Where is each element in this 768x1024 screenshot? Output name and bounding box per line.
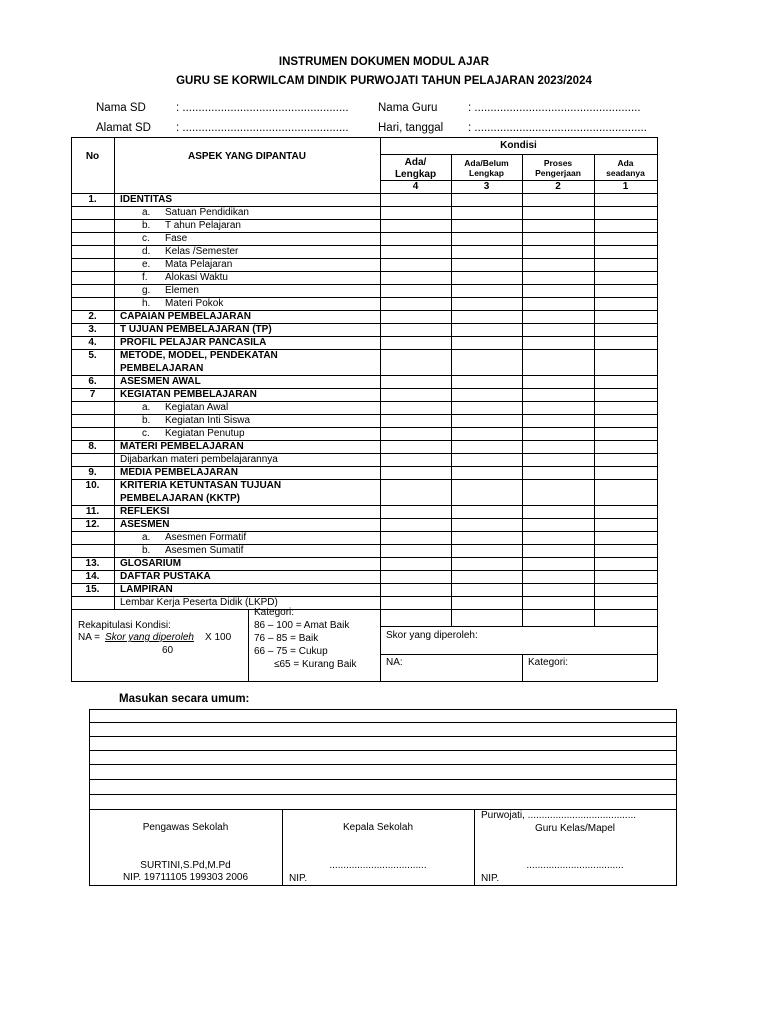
grid-line: [474, 809, 475, 886]
kondisi-checkbox-cell[interactable]: [523, 597, 594, 609]
kondisi-checkbox-cell[interactable]: [523, 259, 594, 271]
guru-title: Guru Kelas/Mapel: [534, 823, 616, 834]
kondisi-checkbox-cell[interactable]: [452, 506, 522, 518]
row-aspect-label: REFLEKSI: [120, 506, 170, 517]
kondisi-checkbox-cell[interactable]: [595, 298, 657, 310]
row-letter: c.: [142, 233, 150, 244]
kondisi-checkbox-cell[interactable]: [595, 376, 657, 388]
row-number: 9.: [88, 467, 97, 478]
na-label: NA:: [386, 657, 403, 668]
kondisi-score: 4: [412, 181, 419, 192]
kondisi-col-label: Proses: [543, 158, 573, 168]
kondisi-checkbox-cell[interactable]: [381, 519, 451, 531]
place-date[interactable]: Purwojati, .......................................: [481, 810, 637, 821]
row-aspect-label: Kegiatan Inti Siswa: [165, 415, 251, 426]
kondisi-checkbox-cell[interactable]: [381, 480, 451, 505]
row-aspect-label: DAFTAR PUSTAKA: [120, 571, 211, 582]
row-number: 6.: [88, 376, 97, 387]
kondisi-checkbox-cell[interactable]: [381, 311, 451, 323]
row-aspect-label: CAPAIAN PEMBELAJARAN: [120, 311, 251, 322]
kondisi-checkbox-cell[interactable]: [452, 519, 522, 531]
grid-line: [522, 654, 523, 682]
kondisi-checkbox-cell[interactable]: [523, 545, 594, 557]
guru-nip: NIP.: [481, 873, 500, 884]
kondisi-checkbox-cell[interactable]: [523, 454, 594, 466]
kondisi-checkbox-cell[interactable]: [595, 337, 657, 349]
kondisi-checkbox-cell[interactable]: [595, 532, 657, 544]
kondisi-checkbox-cell[interactable]: [595, 519, 657, 531]
kondisi-checkbox-cell[interactable]: [452, 350, 522, 375]
kondisi-checkbox-cell[interactable]: [452, 597, 522, 609]
kondisi-checkbox-cell[interactable]: [452, 532, 522, 544]
kondisi-checkbox-cell[interactable]: [523, 324, 594, 336]
col-kondisi-header: Kondisi: [500, 140, 537, 151]
kondisi-checkbox-cell[interactable]: [595, 207, 657, 219]
kondisi-checkbox-cell[interactable]: [595, 415, 657, 427]
row-aspect-label: MATERI PEMBELAJARAN: [120, 441, 244, 452]
kondisi-checkbox-cell[interactable]: [452, 324, 522, 336]
kondisi-checkbox-cell[interactable]: [595, 480, 657, 505]
kondisi-checkbox-cell[interactable]: [523, 584, 594, 596]
kondisi-checkbox-cell[interactable]: [523, 220, 594, 232]
grid-line: [380, 137, 381, 682]
kondisi-checkbox-cell[interactable]: [381, 467, 451, 479]
kondisi-checkbox-cell[interactable]: [523, 389, 594, 401]
kondisi-checkbox-cell[interactable]: [595, 441, 657, 453]
kondisi-checkbox-cell[interactable]: [595, 584, 657, 596]
rekap-formula: NA =: [78, 632, 100, 643]
row-aspect-label: Satuan Pendidikan: [165, 207, 249, 218]
row-aspect-label: PEMBELAJARAN: [120, 363, 204, 374]
pengawas-title: Pengawas Sekolah: [142, 822, 229, 833]
masukan-title: Masukan secara umum:: [119, 693, 250, 705]
kondisi-checkbox-cell[interactable]: [595, 259, 657, 271]
col-no-header: No: [85, 151, 100, 162]
row-aspect-label: Asesmen Formatif: [165, 532, 247, 543]
kondisi-checkbox-cell[interactable]: [452, 480, 522, 505]
kondisi-checkbox-cell[interactable]: [523, 532, 594, 544]
row-letter: d.: [142, 246, 151, 257]
kondisi-checkbox-cell[interactable]: [595, 311, 657, 323]
kondisi-checkbox-cell[interactable]: [523, 311, 594, 323]
kondisi-checkbox-cell[interactable]: [452, 467, 522, 479]
kondisi-score: 1: [622, 181, 629, 192]
row-aspect-label: KEGIATAN PEMBELAJARAN: [120, 389, 257, 400]
kondisi-checkbox-cell[interactable]: [595, 597, 657, 609]
row-letter: a.: [142, 532, 151, 543]
kondisi-checkbox-cell[interactable]: [452, 441, 522, 453]
row-aspect-label: Kegiatan Awal: [165, 402, 229, 413]
kondisi-checkbox-cell[interactable]: [452, 376, 522, 388]
grid-line: [71, 137, 72, 682]
kondisi-checkbox-cell[interactable]: [595, 233, 657, 245]
kondisi-col-label: Lengkap: [469, 168, 504, 178]
row-aspect-label: Kelas /Semester: [165, 246, 239, 257]
kondisi-checkbox-cell[interactable]: [523, 506, 594, 518]
kondisi-checkbox-cell[interactable]: [452, 272, 522, 284]
rekap-formula-denominator: 60: [162, 645, 174, 656]
grid-line: [657, 137, 658, 682]
kategori-item: 76 – 85 = Baik: [254, 633, 319, 644]
row-letter: b.: [142, 415, 151, 426]
rekap-formula-numerator: Skor yang diperoleh: [105, 632, 194, 643]
kondisi-checkbox-cell[interactable]: [381, 584, 451, 596]
rekap-formula: X 100: [205, 632, 232, 643]
kondisi-checkbox-cell[interactable]: [381, 571, 451, 583]
kondisi-checkbox-cell[interactable]: [381, 207, 451, 219]
nama-guru-field[interactable]: : ....................................................: [468, 102, 641, 114]
kondisi-checkbox-cell[interactable]: [452, 571, 522, 583]
kondisi-checkbox-cell[interactable]: [523, 571, 594, 583]
kondisi-checkbox-cell[interactable]: [381, 272, 451, 284]
kondisi-col-label: Ada/: [404, 157, 427, 168]
nama-sd-field[interactable]: : ....................................................: [176, 102, 349, 114]
row-aspect-label: Materi Pokok: [165, 298, 224, 309]
row-aspect-label: Fase: [165, 233, 188, 244]
kondisi-checkbox-cell[interactable]: [523, 428, 594, 440]
row-aspect-label: ASESMEN: [120, 519, 170, 530]
rekap-label: Rekapitulasi Kondisi:: [78, 620, 171, 631]
kondisi-checkbox-cell[interactable]: [595, 506, 657, 518]
kondisi-checkbox-cell[interactable]: [452, 558, 522, 570]
kondisi-checkbox-cell[interactable]: [595, 389, 657, 401]
kondisi-score: 3: [483, 181, 490, 192]
kategori-title: Kategori:: [254, 607, 295, 618]
grid-line: [114, 137, 115, 610]
row-number: 11.: [85, 506, 100, 517]
row-aspect-label: ASESMEN AWAL: [120, 376, 201, 387]
kondisi-checkbox-cell[interactable]: [595, 558, 657, 570]
kondisi-checkbox-cell[interactable]: [452, 584, 522, 596]
grid-line: [71, 681, 658, 682]
row-letter: g.: [142, 285, 151, 296]
grid-line: [248, 609, 249, 682]
kondisi-checkbox-cell[interactable]: [381, 324, 451, 336]
row-letter: e.: [142, 259, 151, 270]
kondisi-checkbox-cell[interactable]: [381, 428, 451, 440]
grid-line: [282, 809, 283, 886]
row-number: 14.: [85, 571, 100, 582]
kondisi-checkbox-cell[interactable]: [452, 207, 522, 219]
kepsek-title: Kepala Sekolah: [342, 822, 414, 833]
row-aspect-label: GLOSARIUM: [120, 558, 182, 569]
grid-line: [380, 654, 658, 655]
row-aspect-label: Dijabarkan materi pembelajarannya: [120, 454, 278, 465]
kondisi-checkbox-cell[interactable]: [381, 558, 451, 570]
kondisi-checkbox-cell[interactable]: [381, 233, 451, 245]
row-aspect-label: Kegiatan Penutup: [165, 428, 245, 439]
kondisi-checkbox-cell[interactable]: [452, 220, 522, 232]
kondisi-checkbox-cell[interactable]: [523, 285, 594, 297]
kondisi-checkbox-cell[interactable]: [381, 298, 451, 310]
row-letter: c.: [142, 428, 150, 439]
kategori-label: Kategori:: [528, 657, 569, 668]
kondisi-checkbox-cell[interactable]: [595, 194, 657, 206]
kondisi-checkbox-cell[interactable]: [381, 532, 451, 544]
kondisi-checkbox-cell[interactable]: [523, 272, 594, 284]
kondisi-col-label: Ada/Belum: [464, 158, 509, 168]
title-line-1: INSTRUMEN DOKUMEN MODUL AJAR: [278, 56, 490, 68]
kondisi-checkbox-cell[interactable]: [523, 376, 594, 388]
kondisi-checkbox-cell[interactable]: [523, 233, 594, 245]
kondisi-checkbox-cell[interactable]: [452, 259, 522, 271]
kondisi-checkbox-cell[interactable]: [452, 428, 522, 440]
kondisi-checkbox-cell[interactable]: [595, 246, 657, 258]
kondisi-checkbox-cell[interactable]: [595, 220, 657, 232]
kondisi-checkbox-cell[interactable]: [523, 337, 594, 349]
kondisi-checkbox-cell[interactable]: [381, 220, 451, 232]
grid-line: [71, 137, 658, 138]
row-aspect-label: KRITERIA KETUNTASAN TUJUAN: [120, 480, 282, 491]
row-aspect-label: Alokasi Waktu: [165, 272, 228, 283]
kondisi-checkbox-cell[interactable]: [381, 597, 451, 609]
kondisi-checkbox-cell[interactable]: [381, 506, 451, 518]
kondisi-checkbox-cell[interactable]: [595, 454, 657, 466]
title-line-2: GURU SE KORWILCAM DINDIK PURWOJATI TAHUN PELAJARAN 2023/2024: [176, 75, 592, 87]
kondisi-checkbox-cell[interactable]: [452, 402, 522, 414]
kondisi-checkbox-cell[interactable]: [595, 571, 657, 583]
kondisi-checkbox-cell[interactable]: [381, 246, 451, 258]
row-letter: b.: [142, 545, 151, 556]
kondisi-checkbox-cell[interactable]: [381, 441, 451, 453]
row-aspect-label: LAMPIRAN: [120, 584, 173, 595]
kondisi-checkbox-cell[interactable]: [381, 285, 451, 297]
kondisi-checkbox-cell[interactable]: [452, 545, 522, 557]
kategori-item: 86 – 100 = Amat Baik: [254, 620, 350, 631]
row-letter: a.: [142, 402, 151, 413]
kondisi-checkbox-cell[interactable]: [523, 350, 594, 375]
row-aspect-label: IDENTITAS: [120, 194, 173, 205]
row-number: 15.: [85, 584, 100, 595]
nama-guru-label: Nama Guru: [378, 102, 438, 114]
kondisi-checkbox-cell[interactable]: [381, 545, 451, 557]
kondisi-checkbox-cell[interactable]: [595, 467, 657, 479]
kondisi-checkbox-cell[interactable]: [452, 285, 522, 297]
row-aspect-label: MEDIA PEMBELAJARAN: [120, 467, 238, 478]
kepsek-signature-line[interactable]: ...................................: [329, 860, 427, 871]
kondisi-checkbox-cell[interactable]: [381, 376, 451, 388]
kondisi-checkbox-cell[interactable]: [452, 337, 522, 349]
kondisi-checkbox-cell[interactable]: [595, 545, 657, 557]
row-number: 1.: [88, 194, 97, 205]
row-aspect-label: PROFIL PELAJAR PANCASILA: [120, 337, 267, 348]
kondisi-checkbox-cell[interactable]: [595, 350, 657, 375]
row-number: 3.: [88, 324, 97, 335]
kondisi-checkbox-cell[interactable]: [595, 428, 657, 440]
kondisi-checkbox-cell[interactable]: [381, 454, 451, 466]
kondisi-col-label: Ada: [617, 158, 634, 168]
kondisi-checkbox-cell[interactable]: [381, 350, 451, 375]
row-number: 10.: [85, 480, 100, 491]
alamat-sd-field[interactable]: : ....................................................: [176, 122, 349, 134]
kondisi-checkbox-cell[interactable]: [523, 467, 594, 479]
grid-line: [594, 154, 595, 627]
row-letter: b.: [142, 220, 151, 231]
kondisi-checkbox-cell[interactable]: [523, 415, 594, 427]
grid-line: [451, 154, 452, 627]
row-number: 13.: [85, 558, 100, 569]
row-aspect-label: Lembar Kerja Peserta Didik (LKPD): [120, 597, 278, 608]
col-aspek-header: ASPEK YANG DIPANTAU: [188, 151, 306, 162]
kondisi-checkbox-cell[interactable]: [452, 454, 522, 466]
kondisi-checkbox-cell[interactable]: [381, 389, 451, 401]
kondisi-score: 2: [555, 181, 561, 192]
row-letter: a.: [142, 207, 151, 218]
kategori-item: ≤65 = Kurang Baik: [274, 659, 357, 670]
pengawas-nip: NIP. 19711105 199303 2006: [122, 872, 249, 883]
kondisi-checkbox-cell[interactable]: [452, 311, 522, 323]
row-aspect-label: Mata Pelajaran: [165, 259, 233, 270]
pengawas-name: SURTINI,S.Pd,M.Pd: [140, 860, 231, 871]
kondisi-checkbox-cell[interactable]: [595, 324, 657, 336]
kondisi-checkbox-cell[interactable]: [452, 246, 522, 258]
kondisi-col-label: seadanya: [606, 168, 645, 178]
kondisi-checkbox-cell[interactable]: [595, 402, 657, 414]
kondisi-checkbox-cell[interactable]: [381, 194, 451, 206]
row-number: 5.: [88, 350, 97, 361]
skor-label: Skor yang diperoleh:: [386, 630, 478, 641]
kondisi-checkbox-cell[interactable]: [523, 402, 594, 414]
grid-line: [380, 154, 658, 155]
row-aspect-label: T ahun Pelajaran: [165, 220, 241, 231]
row-letter: h.: [142, 298, 151, 309]
nama-sd-label: Nama SD: [96, 102, 146, 114]
kondisi-checkbox-cell[interactable]: [523, 298, 594, 310]
kondisi-checkbox-cell[interactable]: [595, 285, 657, 297]
row-number: 2.: [88, 311, 97, 322]
kondisi-checkbox-cell[interactable]: [523, 519, 594, 531]
row-number: 4.: [88, 337, 97, 348]
row-aspect-label: PEMBELAJARAN (KKTP): [120, 493, 240, 504]
kondisi-checkbox-cell[interactable]: [381, 337, 451, 349]
kondisi-checkbox-cell[interactable]: [523, 441, 594, 453]
kondisi-checkbox-cell[interactable]: [381, 415, 451, 427]
kondisi-checkbox-cell[interactable]: [595, 272, 657, 284]
row-aspect-label: T UJUAN PEMBELAJARAN (TP): [120, 324, 272, 335]
kondisi-checkbox-cell[interactable]: [381, 402, 451, 414]
kondisi-checkbox-cell[interactable]: [452, 233, 522, 245]
grid-line: [89, 885, 677, 886]
kondisi-col-label: Pengerjaan: [535, 168, 581, 178]
kepsek-nip: NIP.: [289, 873, 308, 884]
kondisi-checkbox-cell[interactable]: [523, 246, 594, 258]
row-letter: f.: [142, 272, 148, 283]
kategori-item: 66 – 75 = Cukup: [254, 646, 328, 657]
kondisi-checkbox-cell[interactable]: [452, 298, 522, 310]
kondisi-checkbox-cell[interactable]: [452, 194, 522, 206]
hari-tanggal-field[interactable]: : ......................................................: [468, 122, 647, 134]
row-aspect-label: METODE, MODEL, PENDEKATAN: [120, 350, 278, 361]
masukan-input-area[interactable]: [90, 710, 676, 808]
kondisi-checkbox-cell[interactable]: [523, 558, 594, 570]
grid-line: [71, 609, 658, 610]
kondisi-checkbox-cell[interactable]: [523, 194, 594, 206]
kondisi-checkbox-cell[interactable]: [381, 259, 451, 271]
kondisi-col-label: Lengkap: [394, 169, 437, 180]
kondisi-checkbox-cell[interactable]: [452, 389, 522, 401]
alamat-sd-label: Alamat SD: [96, 122, 151, 134]
grid-line: [676, 709, 677, 886]
row-number: 8.: [88, 441, 97, 452]
kondisi-checkbox-cell[interactable]: [452, 415, 522, 427]
row-aspect-label: Elemen: [165, 285, 199, 296]
kondisi-checkbox-cell[interactable]: [523, 207, 594, 219]
kondisi-checkbox-cell[interactable]: [523, 480, 594, 505]
grid-line: [522, 154, 523, 627]
row-aspect-label: Asesmen Sumatif: [165, 545, 244, 556]
row-number: 12.: [85, 519, 100, 530]
row-number: 7: [89, 389, 96, 400]
grid-line: [380, 626, 658, 627]
guru-signature-line[interactable]: ...................................: [526, 860, 624, 871]
hari-tanggal-label: Hari, tanggal: [378, 122, 444, 134]
